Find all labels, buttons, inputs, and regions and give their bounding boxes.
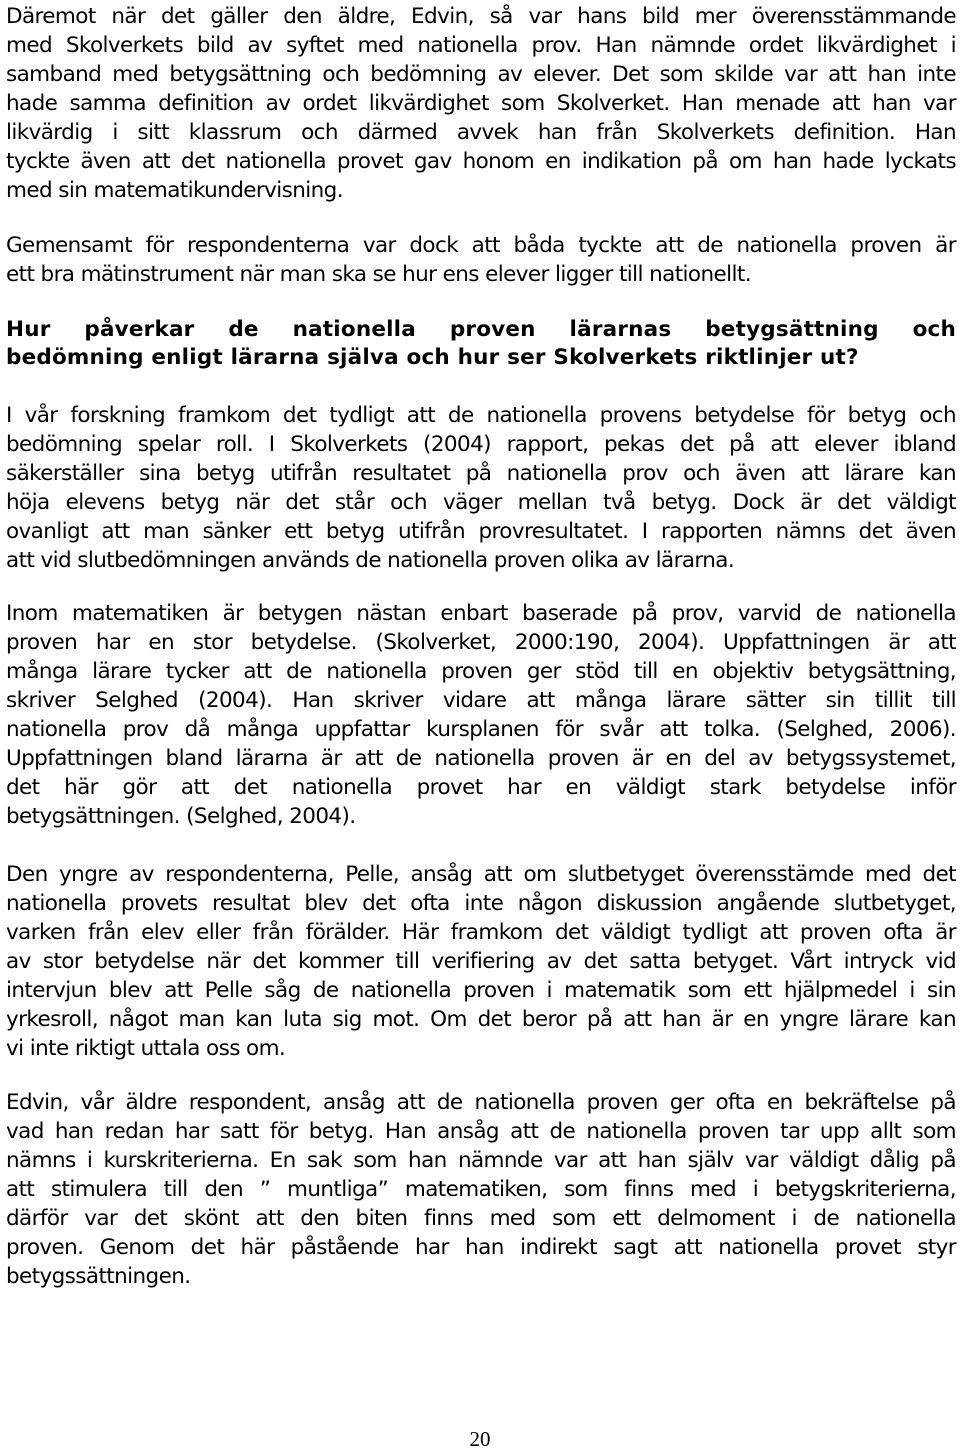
text-line: intervjun blev att Pelle såg de nationella proven i matematik som ett hjälpmedel i sin — [6, 978, 956, 1003]
text-line: betygssättningen. — [6, 1264, 191, 1289]
text-line: nationella prov då många uppfattar kursplanen för svår att tolka. (Selghed, 2006). — [6, 717, 956, 742]
text-line: med Skolverkets bild av syftet med nationella prov. Han nämnde ordet likvärdighet i — [6, 33, 956, 58]
text-line: nationella provets resultat blev det ofta inte någon diskussion angående slutbetyget, — [6, 891, 956, 916]
text-line: betygsättningen. (Selghed, 2004). — [6, 804, 356, 829]
text-line: skriver Selghed (2004). Han skriver vidare att många lärare sätter sin tillit till — [6, 688, 956, 713]
text-line: av stor betydelse när det kommer till verifiering av det satta betyget. Vårt intryck vid — [6, 949, 956, 974]
text-line: därför var det skönt att den biten finns med som ett delmoment i de nationella — [6, 1206, 956, 1231]
text-line: att stimulera till den ” muntliga” matematiken, som finns med i betygskriterierna, — [6, 1177, 956, 1202]
text-line: nämns i kurskriterierna. En sak som han nämnde var att han själv var väldigt dålig på — [6, 1148, 956, 1173]
heading-line: bedömning enligt lärarna själva och hur ser Skolverkets riktlinjer ut? — [6, 345, 859, 370]
text-line: ovanligt att man sänker ett betyg utifrån provresultatet. I rapporten nämns det även — [6, 519, 956, 544]
text-line: Den yngre av respondenterna, Pelle, ansåg att om slutbetyget överensstämde med det — [6, 862, 956, 887]
text-line: Gemensamt för respondenterna var dock att båda tyckte att de nationella proven är — [6, 233, 956, 258]
text-line: tyckte även att det nationella provet gav honom en indikation på om han hade lyckats — [6, 149, 956, 174]
text-line: ett bra mätinstrument när man ska se hur ens elever ligger till nationellt. — [6, 262, 751, 287]
text-line: vi inte riktigt uttala oss om. — [6, 1036, 286, 1061]
text-line: det här gör att det nationella provet har en väldigt stark betydelse inför — [6, 775, 956, 800]
text-line: Däremot när det gäller den äldre, Edvin, så var hans bild mer överensstämmande — [6, 4, 956, 29]
text-line: vad han redan har satt för betyg. Han ansåg att de nationella proven tar upp allt som — [6, 1119, 956, 1144]
text-line: med sin matematikundervisning. — [6, 178, 343, 203]
text-line: många lärare tycker att de nationella proven ger stöd till en objektiv betygsättning, — [6, 659, 956, 684]
text-line: hade samma definition av ordet likvärdighet som Skolverket. Han menade att han var — [6, 91, 956, 116]
text-line: proven. Genom det här påstående har han indirekt sagt att nationella provet styr — [6, 1235, 956, 1260]
text-line: I vår forskning framkom det tydligt att de nationella provens betydelse för betyg och — [6, 403, 956, 428]
text-line: yrkesroll, något man kan luta sig mot. Om det beror på att han är en yngre lärare kan — [6, 1007, 956, 1032]
text-line: Edvin, vår äldre respondent, ansåg att de nationella proven ger ofta en bekräftelse på — [6, 1090, 956, 1115]
text-line: samband med betygsättning och bedömning av elever. Det som skilde var att han inte — [6, 62, 956, 87]
text-line: Uppfattningen bland lärarna är att de nationella proven är en del av betygssystemet, — [6, 746, 956, 771]
text-line: Inom matematiken är betygen nästan enbart baserade på prov, varvid de nationella — [6, 601, 956, 626]
heading-line: Hur påverkar de nationella proven lärarnas betygsättning och — [6, 317, 956, 342]
text-line: proven har en stor betydelse. (Skolverket, 2000:190, 2004). Uppfattningen är att — [6, 630, 956, 655]
page-number: 20 — [469, 1427, 491, 1451]
text-line: likvärdig i sitt klassrum och därmed avvek han från Skolverkets definition. Han — [6, 120, 956, 145]
text-line: höja elevens betyg när det står och väger mellan två betyg. Dock är det väldigt — [6, 490, 956, 515]
text-line: säkerställer sina betyg utifrån resultatet på nationella prov och även att lärare kan — [6, 461, 956, 486]
text-line: varken från elev eller från förälder. Här framkom det väldigt tydligt att proven ofta är — [6, 920, 956, 945]
text-line: bedömning spelar roll. I Skolverkets (2004) rapport, pekas det på att elever ibland — [6, 432, 956, 457]
text-line: att vid slutbedömningen används de nationella proven olika av lärarna. — [6, 548, 735, 573]
